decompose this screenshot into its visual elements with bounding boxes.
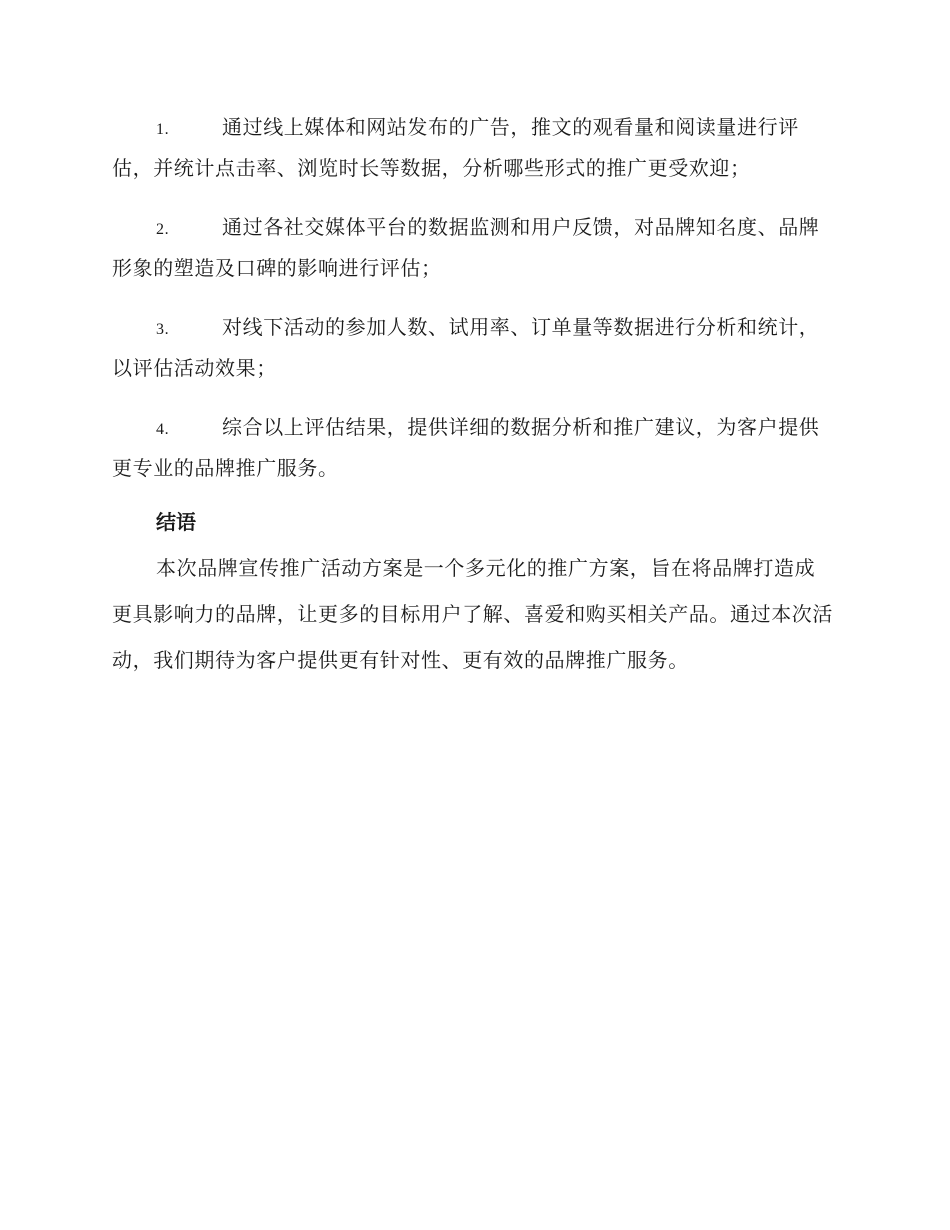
list-item-number: 2. [156, 221, 170, 238]
list-item-1 [112, 108, 834, 188]
conclusion-heading: 结语 [156, 510, 196, 534]
list-item-3 [112, 308, 834, 388]
list-item-4 [112, 408, 834, 488]
document-body [112, 108, 834, 683]
list-item-number: 1. [156, 121, 170, 138]
conclusion-paragraph: 本次品牌宣传推广活动方案是一个多元化的推广方案，旨在将品牌打造成更具影响力的品牌，让更多的目标用户了解、喜爱和购买相关产品。通过本次活动，我们期待为客户提供更有针对性、更有效的品牌推广服务。 [112, 556, 833, 672]
list-item-text: 综合以上评估结果，提供详细的数据分析和推广建议，为客户提供更专业的品牌推广服务。 [112, 415, 820, 480]
list-item-text: 通过各社交媒体平台的数据监测和用户反馈，对品牌知名度、品牌形象的塑造及口碑的影响进行评估； [112, 215, 820, 280]
list-item-text: 对线下活动的参加人数、试用率、订单量等数据进行分析和统计，以评估活动效果； [112, 315, 820, 380]
list-item-number: 3. [156, 321, 170, 338]
list-item-2 [112, 208, 834, 288]
list-item-text: 通过线上媒体和网站发布的广告，推文的观看量和阅读量进行评估，并统计点击率、浏览时长等数据，分析哪些形式的推广更受欢迎； [112, 115, 799, 180]
list-item-number: 4. [156, 421, 170, 438]
